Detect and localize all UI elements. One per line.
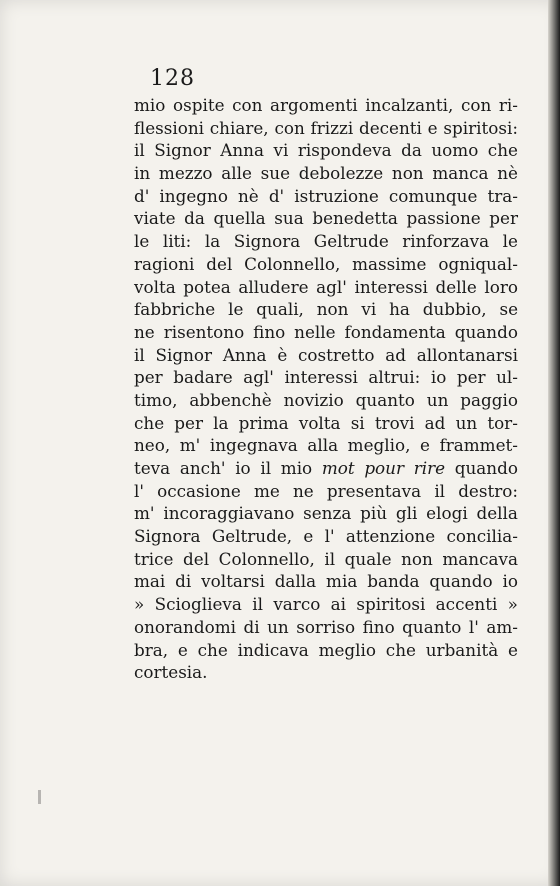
text-line: cortesia. — [134, 662, 208, 683]
text-line: fabbriche le quali, non vi ha dubbio, se — [134, 299, 518, 320]
text-line: trice del Colonnello, il quale non mancava — [134, 548, 518, 569]
text-line: mio ospite con argomenti incalzanti, con ri- — [134, 95, 518, 115]
text-line: bra, e che indicava meglio che urbanità e — [134, 639, 518, 660]
text-line: neo, m' ingegnava alla meglio, e frammet- — [134, 435, 518, 456]
text-line: m' incoraggiavano senza più gli elogi della — [134, 503, 518, 524]
scan-edge — [548, 0, 560, 886]
text-line: ragioni del Colonnello, massime ogniqual- — [134, 253, 518, 274]
text-line: teva anch' io il mio mot pour rire quando — [134, 458, 518, 478]
text-line: ne risentono fino nelle fondamenta quando — [134, 321, 518, 342]
text-line: in mezzo alle sue debolezze non manca nè — [134, 163, 518, 184]
scan-mark — [38, 790, 41, 804]
text-line: Signora Geltrude, e l' attenzione concilia- — [134, 526, 518, 547]
text-line: che per la prima volta si trovi ad un tor- — [134, 412, 518, 433]
text-line: » Scioglieva il varco ai spiritosi accenti » — [134, 594, 518, 615]
body-text — [134, 94, 518, 684]
text-line: il Signor Anna vi rispondeva da uomo che — [134, 140, 518, 161]
text-line: flessioni chiare, con frizzi decenti e spiritosi: — [134, 117, 518, 138]
page-number: 128 — [150, 66, 195, 91]
text-line: volta potea alludere agl' interessi delle loro — [134, 276, 518, 297]
text-line: onorandomi di un sorriso fino quanto l' am- — [134, 616, 518, 637]
text-line: d' ingegno nè d' istruzione comunque tra- — [134, 185, 518, 206]
text-line: le liti: la Signora Geltrude rinforzava le — [134, 231, 518, 252]
text-line: mai di voltarsi dalla mia banda quando io — [134, 571, 518, 592]
text-line: l' occasione me ne presentava il destro: — [134, 480, 518, 501]
text-line: per badare agl' interessi altrui: io per ul- — [134, 367, 518, 388]
text-line: viate da quella sua benedetta passione per — [134, 208, 518, 229]
text-line: il Signor Anna è costretto ad allontanarsi — [134, 344, 518, 365]
text-line: timo, abbenchè novizio quanto un paggio — [134, 389, 518, 410]
